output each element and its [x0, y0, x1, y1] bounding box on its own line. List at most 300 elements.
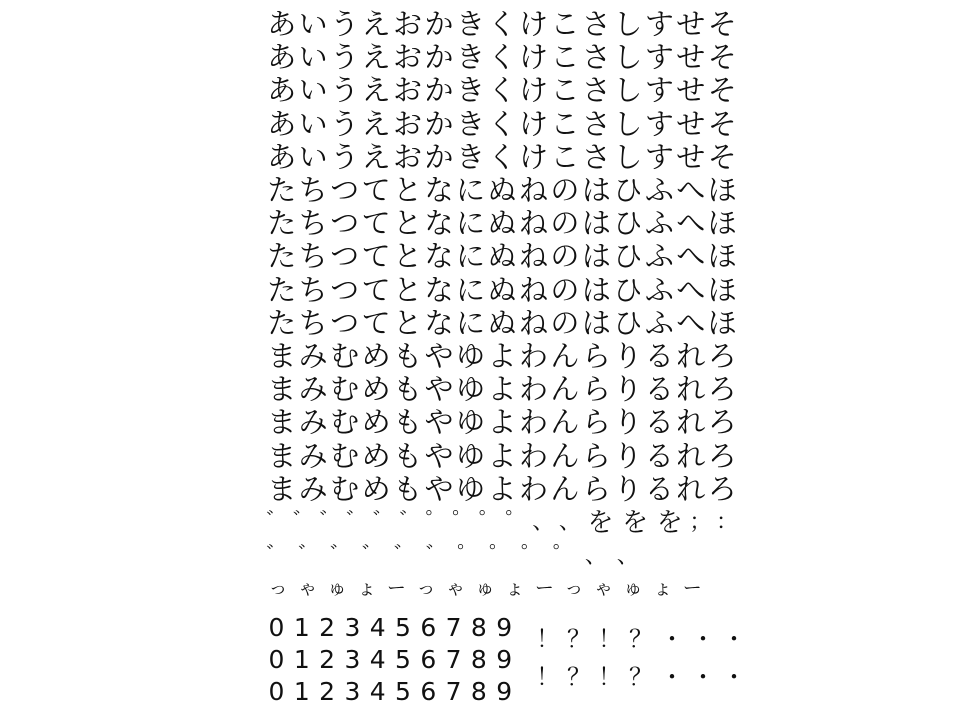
- digit-glyph: 6: [420, 645, 437, 675]
- mark-glyph: ゜: [425, 510, 448, 536]
- kana-glyph: る: [644, 438, 674, 473]
- glyph-row: [266, 6, 738, 42]
- kana-glyph: ほ: [707, 272, 737, 307]
- kana-glyph: ね: [518, 239, 548, 274]
- kana-glyph: ろ: [707, 372, 737, 407]
- kana-glyph: ひ: [613, 239, 643, 274]
- digit-glyph: 7: [445, 613, 462, 643]
- punctuation-glyph: ・: [660, 663, 684, 692]
- kana-glyph: ん: [550, 405, 580, 440]
- kana-glyph: そ: [707, 7, 737, 42]
- kana-glyph: つ: [330, 206, 360, 241]
- kana-glyph: ち: [298, 305, 328, 340]
- kana-glyph: う: [330, 7, 360, 42]
- glyph-row: [266, 139, 738, 172]
- kana-glyph: も: [393, 338, 423, 373]
- digit-glyph: 9: [496, 677, 513, 707]
- kana-glyph: か: [424, 7, 454, 42]
- digit-glyph: 5: [395, 645, 411, 675]
- kana-glyph: い: [298, 73, 328, 108]
- kana-glyph: ほ: [707, 206, 737, 241]
- kana-glyph: に: [456, 206, 486, 241]
- kana-glyph: わ: [518, 471, 548, 506]
- kana-glyph: や: [424, 405, 454, 440]
- kana-glyph: め: [361, 405, 391, 440]
- kana-glyph: の: [550, 305, 580, 340]
- mark-glyph: ゜: [553, 544, 576, 570]
- kana-glyph: も: [393, 405, 423, 440]
- kana-glyph: て: [361, 305, 391, 340]
- kana-glyph: ゆ: [456, 471, 486, 506]
- kana-glyph: お: [393, 40, 423, 75]
- glyph-row: [266, 72, 738, 108]
- glyph-row: [266, 676, 526, 708]
- kana-glyph: そ: [707, 40, 737, 75]
- small-kana-glyph: ゅ: [475, 577, 495, 600]
- small-kana-glyph: ー: [682, 577, 702, 600]
- small-kana-glyph: ゃ: [446, 577, 466, 600]
- kana-glyph: む: [330, 405, 360, 440]
- kana-glyph: さ: [581, 40, 611, 75]
- kana-glyph: と: [393, 173, 423, 208]
- kana-glyph: た: [267, 239, 297, 274]
- kana-glyph: せ: [676, 40, 706, 75]
- kana-glyph: お: [393, 73, 423, 108]
- small-kana-glyph: ー: [386, 577, 406, 600]
- kana-glyph: ま: [267, 471, 297, 506]
- kana-glyph: や: [424, 338, 454, 373]
- kana-glyph: け: [518, 7, 548, 42]
- kana-glyph: み: [298, 372, 328, 407]
- glyph-row: [266, 644, 526, 676]
- kana-glyph: な: [424, 173, 454, 208]
- small-kana-glyph: っ: [564, 577, 584, 600]
- digit-glyph: 2: [319, 613, 336, 643]
- kana-glyph: も: [393, 438, 423, 473]
- kana-glyph: ち: [298, 206, 328, 241]
- kana-glyph: ぬ: [487, 239, 517, 274]
- kana-glyph: た: [267, 272, 297, 307]
- kana-glyph: ひ: [613, 206, 643, 241]
- digit-glyph: 3: [344, 645, 361, 675]
- kana-glyph: ね: [518, 305, 548, 340]
- kana-glyph: ろ: [707, 471, 737, 506]
- mark-glyph: ゛: [361, 544, 384, 570]
- kana-glyph: む: [330, 372, 360, 407]
- glyph-row: [536, 618, 744, 656]
- mark-glyph: ゜: [489, 544, 512, 570]
- kana-glyph: ん: [550, 372, 580, 407]
- kana-glyph: ふ: [644, 173, 674, 208]
- digit-glyph: 8: [470, 677, 487, 707]
- digit-glyph: 2: [319, 645, 336, 675]
- kana-glyph: ら: [581, 438, 611, 473]
- kana-glyph: こ: [550, 7, 580, 42]
- glyph-row: [266, 305, 738, 338]
- kana-glyph: き: [456, 73, 486, 108]
- glyph-row: [536, 656, 744, 694]
- kana-glyph: へ: [676, 239, 706, 274]
- kana-glyph: す: [644, 139, 674, 174]
- kana-glyph: つ: [330, 272, 360, 307]
- kana-glyph: こ: [550, 106, 580, 141]
- digit-glyph: 9: [496, 613, 513, 643]
- kana-glyph: か: [424, 40, 454, 75]
- kana-glyph: た: [267, 206, 297, 241]
- punctuation-glyph: ？: [629, 663, 653, 692]
- kana-glyph: れ: [676, 372, 706, 407]
- digit-glyph: 6: [420, 677, 437, 707]
- kana-glyph: は: [581, 239, 611, 274]
- mark-glyph: ゛: [393, 544, 416, 570]
- number-block: [266, 612, 746, 708]
- kana-glyph: の: [550, 173, 580, 208]
- kana-glyph: し: [613, 139, 643, 174]
- punctuation-glyph: ？: [629, 625, 653, 654]
- kana-glyph: ね: [518, 272, 548, 307]
- glyph-row: [266, 205, 738, 241]
- kana-glyph: ち: [298, 173, 328, 208]
- kana-glyph: え: [361, 73, 391, 108]
- mark-glyph: ゛: [399, 510, 422, 536]
- kana-glyph: に: [456, 239, 486, 274]
- mark-glyph: ゛: [319, 510, 342, 536]
- kana-glyph: と: [393, 305, 423, 340]
- kana-glyph: ん: [550, 338, 580, 373]
- kana-glyph: へ: [676, 305, 706, 340]
- punctuation-glyph: ？: [567, 625, 591, 654]
- kana-glyph: む: [330, 471, 360, 506]
- mark-glyph: を: [656, 508, 683, 539]
- punctuation-glyph: ・: [691, 663, 715, 692]
- kana-glyph: ゆ: [456, 338, 486, 373]
- kana-glyph: め: [361, 338, 391, 373]
- glyph-row: [266, 39, 738, 75]
- digit-glyph: 4: [369, 645, 386, 675]
- kana-glyph: り: [613, 372, 643, 407]
- kana-glyph: は: [581, 173, 611, 208]
- kana-glyph: れ: [676, 405, 706, 440]
- kana-glyph: お: [393, 106, 423, 141]
- glyph-row: [266, 437, 738, 473]
- kana-glyph: め: [361, 372, 391, 407]
- kana-glyph: な: [424, 206, 454, 241]
- digit-glyph: 2: [319, 677, 336, 707]
- punctuation-glyph: ・: [660, 625, 684, 654]
- kana-glyph: か: [424, 73, 454, 108]
- digit-glyph: 7: [445, 645, 462, 675]
- kana-glyph: ゆ: [456, 405, 486, 440]
- kana-glyph: け: [518, 139, 548, 174]
- kana-glyph: ほ: [707, 239, 737, 274]
- kana-glyph: た: [267, 173, 297, 208]
- kana-glyph: け: [518, 106, 548, 141]
- mark-glyph: ゜: [505, 510, 528, 536]
- kana-glyph: ね: [518, 173, 548, 208]
- kana-glyph: す: [644, 40, 674, 75]
- kana-glyph: う: [330, 40, 360, 75]
- kana-glyph: し: [613, 40, 643, 75]
- kana-glyph: や: [424, 372, 454, 407]
- mark-glyph: ゜: [479, 510, 502, 536]
- kana-glyph: く: [487, 7, 517, 42]
- mark-glyph: 、: [532, 510, 555, 536]
- kana-glyph: き: [456, 139, 486, 174]
- kana-glyph: ま: [267, 405, 297, 440]
- kana-glyph: せ: [676, 73, 706, 108]
- punctuation-glyph: ？: [567, 663, 591, 692]
- kana-glyph: か: [424, 139, 454, 174]
- kana-glyph: れ: [676, 438, 706, 473]
- kana-glyph: い: [298, 7, 328, 42]
- character-sheet: [266, 6, 746, 708]
- kana-glyph: め: [361, 471, 391, 506]
- kana-glyph: ぬ: [487, 173, 517, 208]
- glyph-row: [266, 238, 738, 274]
- small-kana-glyph: ゅ: [623, 577, 643, 600]
- digit-glyph: 1: [293, 645, 310, 675]
- kana-glyph: ろ: [707, 338, 737, 373]
- kana-glyph: ゆ: [456, 372, 486, 407]
- kana-glyph: す: [644, 73, 674, 108]
- kana-glyph: と: [393, 272, 423, 307]
- glyph-row: [266, 404, 738, 440]
- glyph-row: [266, 471, 738, 504]
- kana-glyph: り: [613, 405, 643, 440]
- digit-glyph: 5: [395, 613, 411, 643]
- kana-glyph: い: [298, 106, 328, 141]
- kana-glyph: せ: [676, 7, 706, 42]
- kana-glyph: さ: [581, 106, 611, 141]
- kana-glyph: な: [424, 305, 454, 340]
- kana-glyph: く: [487, 40, 517, 75]
- mark-glyph: ゛: [425, 544, 448, 570]
- small-kana-row: [266, 572, 723, 602]
- kana-glyph: る: [644, 372, 674, 407]
- kana-glyph: え: [361, 40, 391, 75]
- mark-glyph: ゜: [457, 544, 480, 570]
- kana-glyph: に: [456, 305, 486, 340]
- kana-glyph: ち: [298, 272, 328, 307]
- kana-glyph: ふ: [644, 272, 674, 307]
- small-kana-glyph: ゃ: [298, 577, 318, 600]
- digit-glyph: 0: [268, 613, 285, 643]
- mark-glyph: ゛: [329, 544, 352, 570]
- glyph-row: [266, 272, 738, 305]
- mark-glyph: ゛: [372, 510, 395, 536]
- kana-glyph: と: [393, 206, 423, 241]
- mark-glyph: 、: [616, 544, 639, 570]
- kana-glyph: れ: [676, 471, 706, 506]
- kana-glyph: お: [393, 139, 423, 174]
- kana-glyph: ゆ: [456, 438, 486, 473]
- kana-glyph: る: [644, 405, 674, 440]
- kana-glyph: よ: [487, 438, 517, 473]
- kana-glyph: そ: [707, 106, 737, 141]
- kana-glyph: ら: [581, 471, 611, 506]
- kana-glyph: つ: [330, 173, 360, 208]
- kana-glyph: ふ: [644, 239, 674, 274]
- digit-glyph: 9: [496, 645, 513, 675]
- kana-glyph: ひ: [613, 305, 643, 340]
- kana-glyph: に: [456, 173, 486, 208]
- punctuation-glyph: ！: [536, 663, 560, 692]
- kana-glyph: き: [456, 7, 486, 42]
- kana-glyph: え: [361, 106, 391, 141]
- kana-glyph: よ: [487, 405, 517, 440]
- kana-glyph: り: [613, 438, 643, 473]
- kana-glyph: ま: [267, 438, 297, 473]
- diacritic-row: [266, 504, 738, 538]
- kana-glyph: よ: [487, 471, 517, 506]
- kana-glyph: さ: [581, 73, 611, 108]
- kana-glyph: わ: [518, 405, 548, 440]
- kana-glyph: す: [644, 7, 674, 42]
- kana-glyph: け: [518, 73, 548, 108]
- digit-glyph: 6: [420, 613, 437, 643]
- kana-glyph: め: [361, 438, 391, 473]
- digit-glyph: 7: [445, 677, 462, 707]
- kana-glyph: い: [298, 40, 328, 75]
- mark-glyph: ；: [689, 510, 712, 536]
- kana-glyph: わ: [518, 438, 548, 473]
- kana-glyph: く: [487, 139, 517, 174]
- mark-glyph: を: [622, 508, 649, 539]
- kana-glyph: ぬ: [487, 272, 517, 307]
- kana-glyph: の: [550, 272, 580, 307]
- kana-glyph: か: [424, 106, 454, 141]
- kana-glyph: ろ: [707, 438, 737, 473]
- kana-glyph: あ: [267, 73, 297, 108]
- kana-glyph: な: [424, 239, 454, 274]
- small-kana-glyph: っ: [416, 577, 436, 600]
- kana-glyph: り: [613, 471, 643, 506]
- mark-glyph: を: [587, 508, 614, 539]
- kana-glyph: み: [298, 405, 328, 440]
- kana-glyph: と: [393, 239, 423, 274]
- glyph-row: [266, 172, 738, 208]
- kana-glyph: し: [613, 73, 643, 108]
- kana-glyph: に: [456, 272, 486, 307]
- digit-glyph: 0: [268, 645, 285, 675]
- kana-glyph: お: [393, 7, 423, 42]
- kana-glyph: の: [550, 206, 580, 241]
- kana-glyph: ぬ: [487, 305, 517, 340]
- mark-glyph: ゜: [521, 544, 544, 570]
- kana-glyph: わ: [518, 372, 548, 407]
- kana-glyph: て: [361, 206, 391, 241]
- punctuation-glyph: ！: [536, 625, 560, 654]
- kana-glyph: み: [298, 338, 328, 373]
- kana-glyph: ら: [581, 338, 611, 373]
- kana-glyph: た: [267, 305, 297, 340]
- digit-glyph: 4: [369, 613, 386, 643]
- kana-glyph: わ: [518, 338, 548, 373]
- mark-glyph: ゛: [297, 544, 320, 570]
- punctuation-glyph: ・: [722, 663, 746, 692]
- kana-glyph: そ: [707, 139, 737, 174]
- kana-glyph: そ: [707, 73, 737, 108]
- glyph-row: [266, 612, 526, 644]
- kana-glyph: も: [393, 471, 423, 506]
- mark-glyph: ゛: [266, 544, 289, 570]
- kana-glyph: つ: [330, 239, 360, 274]
- kana-glyph: ん: [550, 438, 580, 473]
- a-row-block: [266, 6, 746, 172]
- kana-glyph: ね: [518, 206, 548, 241]
- punctuation-block: [536, 618, 744, 708]
- mark-glyph: ゛: [345, 510, 368, 536]
- kana-glyph: ろ: [707, 405, 737, 440]
- kana-glyph: す: [644, 106, 674, 141]
- kana-glyph: ら: [581, 372, 611, 407]
- kana-glyph: の: [550, 239, 580, 274]
- kana-glyph: あ: [267, 139, 297, 174]
- punctuation-glyph: ！: [598, 625, 622, 654]
- kana-glyph: う: [330, 73, 360, 108]
- mark-glyph: ：: [716, 510, 739, 536]
- mark-glyph: ゛: [292, 510, 315, 536]
- kana-glyph: な: [424, 272, 454, 307]
- kana-glyph: み: [298, 471, 328, 506]
- digit-glyph: 3: [344, 677, 361, 707]
- digit-glyph: 8: [470, 645, 487, 675]
- small-kana-glyph: ー: [534, 577, 554, 600]
- kana-glyph: あ: [267, 40, 297, 75]
- ta-row-block: [266, 172, 746, 338]
- kana-glyph: ひ: [613, 272, 643, 307]
- glyph-row: [266, 338, 738, 371]
- kana-glyph: い: [298, 139, 328, 174]
- kana-glyph: う: [330, 139, 360, 174]
- kana-glyph: き: [456, 40, 486, 75]
- kana-glyph: あ: [267, 106, 297, 141]
- kana-glyph: え: [361, 139, 391, 174]
- kana-glyph: る: [644, 338, 674, 373]
- digit-glyph: 1: [293, 613, 310, 643]
- kana-glyph: ぬ: [487, 206, 517, 241]
- kana-glyph: つ: [330, 305, 360, 340]
- kana-glyph: こ: [550, 40, 580, 75]
- kana-glyph: は: [581, 272, 611, 307]
- kana-glyph: こ: [550, 139, 580, 174]
- kana-glyph: て: [361, 173, 391, 208]
- kana-glyph: よ: [487, 338, 517, 373]
- kana-glyph: へ: [676, 206, 706, 241]
- kana-glyph: れ: [676, 338, 706, 373]
- small-kana-glyph: ょ: [505, 577, 525, 600]
- kana-glyph: し: [613, 106, 643, 141]
- glyph-row: [266, 371, 738, 407]
- kana-glyph: さ: [581, 7, 611, 42]
- glyph-row: [266, 106, 738, 139]
- kana-glyph: け: [518, 40, 548, 75]
- small-kana-glyph: ゅ: [327, 577, 347, 600]
- mark-glyph: ゜: [452, 510, 475, 536]
- kana-glyph: ひ: [613, 173, 643, 208]
- kana-glyph: あ: [267, 7, 297, 42]
- digit-glyph: 1: [293, 677, 310, 707]
- kana-glyph: ち: [298, 239, 328, 274]
- kana-glyph: ら: [581, 405, 611, 440]
- punctuation-glyph: ！: [598, 663, 622, 692]
- kana-glyph: せ: [676, 106, 706, 141]
- kana-glyph: ま: [267, 372, 297, 407]
- small-kana-glyph: ょ: [357, 577, 377, 600]
- kana-glyph: ま: [267, 338, 297, 373]
- punctuation-glyph: ・: [691, 625, 715, 654]
- mark-glyph: 、: [558, 510, 581, 536]
